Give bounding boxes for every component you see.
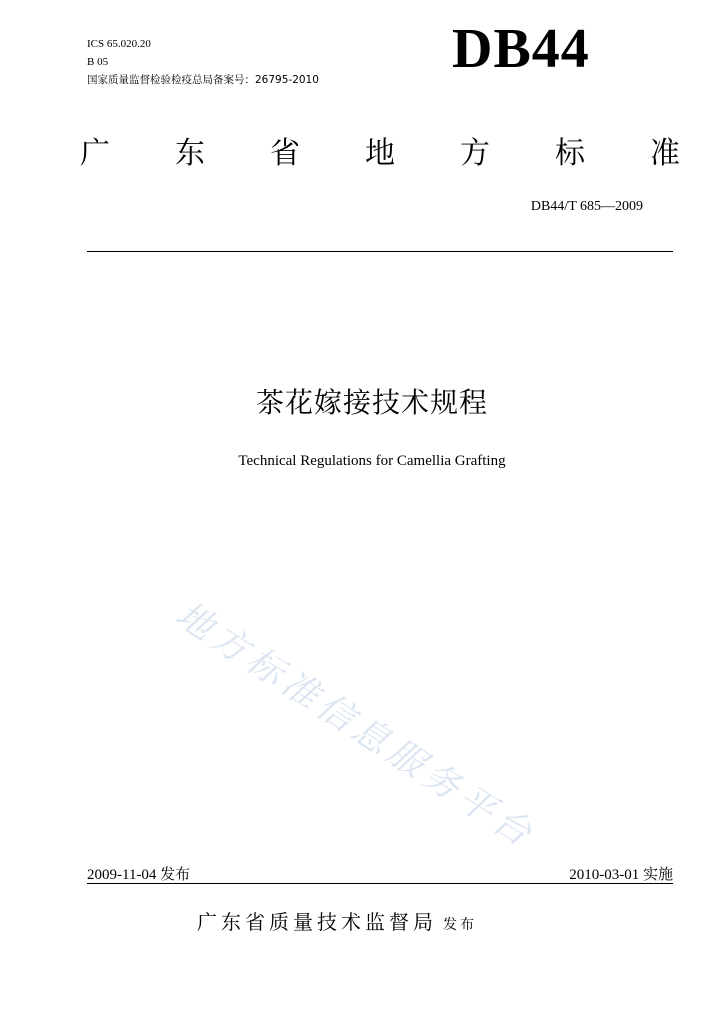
standard-type-char: 方 [460,136,490,171]
header-divider [87,251,673,252]
issuer-line [197,906,477,935]
standard-type-char: 广 [80,136,110,171]
footer-divider [87,883,673,884]
issuer-name: 广东省质量技术监督局 [197,910,437,934]
title-english: Technical Regulations for Camellia Grafting [238,453,506,469]
record-number: 国家质量监督检验检疫总局备案号：26795-2010 [87,74,319,86]
issue-date: 2009-11-04 发布 [87,867,191,883]
standard-type-char: 标 [555,136,585,171]
issuer-suffix: 发布 [443,917,477,933]
standard-type-char: 省 [270,136,300,171]
standard-type-char: 东 [175,136,205,171]
title-chinese: 茶花嫁接技术规程 [255,386,488,419]
ccs-code: B 05 [87,56,109,68]
db44-logo: DB44 [452,18,590,80]
standard-type-char: 地 [365,136,395,171]
standard-type-char: 准 [650,136,680,171]
standard-number: DB44/T 685—2009 [530,199,643,214]
watermark: 地方标准信息服务平台 [168,594,543,858]
ics-code: ICS 65.020.20 [87,38,151,50]
implementation-date: 2010-03-01 实施 [569,867,673,883]
standard-type-heading [80,135,680,175]
